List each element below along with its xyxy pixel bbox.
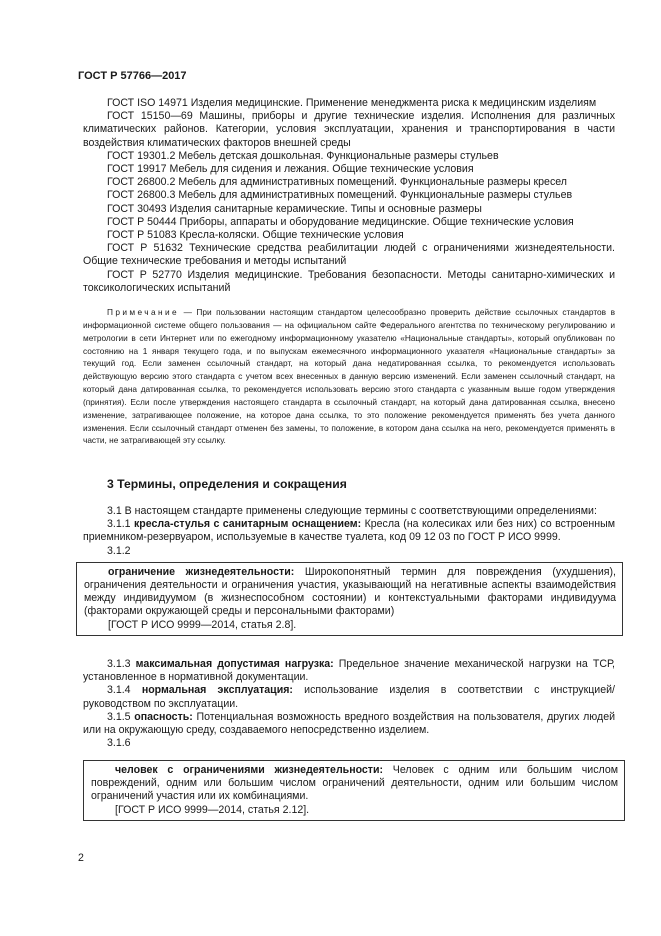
definition: Кресла (на колесиках или без них) со встроенным приемником-резервуаром, используемые в качестве туалета, код 09 12 03 по ГОСТ Р ИСО 9999.	[83, 518, 615, 544]
clause-3-1-4	[83, 684, 615, 710]
note-text: — При пользовании настоящим стандартом целесообразно проверить действие ссылочных стандартов в информационной системе общего пользования — на официальном сайте Федерального агентства по техническому регулированию и метрологии в сети Интернет или по ежегодному информационному указателю «Национальные стандарты», который опубликован по состоянию на 1 января текущего года, и по выпускам ежемесячного информационного указателя «Национальные стандарты» за текущий год. Если заменен ссылочный стандарт, на который дана недатированная ссылка, то рекомендуется использовать действующую версию этого стандарта с учетом всех внесенных в данную версию изменений. Если заменен ссылочный стандарт, на который дана датированная ссылка, то рекомендуется использовать версию этого стандарта с указанным выше годом утверждения (принятия). Если после утверждения настоящего стандарта в ссылочный стандарт, на который дана датированная ссылка, внесено изменение, затрагивающее положение, на которое дана ссылка, то это положение рекомендуется применять без учета данного изменения. Если ссылочный стандарт отменен без замены, то положение, в котором дана ссылка на него, рекомендуется применять в части, не затрагивающей эту ссылку.	[83, 307, 615, 446]
reference-item: ГОСТ Р 52770 Изделия медицинские. Требования безопасности. Методы санитарно-химических и токсикологических испытаний	[83, 268, 615, 294]
definition: использование изделия в соответствии с инструкцией/руководством по эксплуатации.	[83, 684, 615, 710]
note-paragraph	[83, 306, 615, 447]
term: опасность:	[134, 710, 193, 723]
document-header: ГОСТ Р 57766—2017	[78, 70, 187, 82]
terms-block-2	[83, 658, 615, 750]
term: ограничение жизнедеятельности:	[108, 565, 295, 578]
clause-number: 3.1.1	[107, 518, 131, 531]
reference-item: ГОСТ Р 50444 Приборы, аппараты и оборудование медицинские. Общие технические условия	[107, 215, 574, 228]
clause-3-1-5	[83, 711, 615, 737]
reference-item: ГОСТ 19301.2 Мебель детская дошкольная. Функциональные размеры стульев	[107, 149, 499, 162]
normative-references-list	[83, 97, 615, 295]
definition: Человек с одним или большим числом повреждений, одним или большим числом ограничений деятельности, одним или большим числом ограничений участия или их комбинациями.	[91, 764, 618, 803]
term-box-3-1-2	[76, 562, 623, 636]
clause-number: 3.1.5	[107, 710, 131, 723]
clause-number: 3.1.4	[107, 684, 131, 697]
term-definition	[84, 566, 616, 619]
term: кресла-стулья с санитарным оснащением:	[133, 518, 362, 531]
definition: Широкопонятный термин для повреждения (ухудшения), ограничения деятельности и ограничения участия, указывающий на негативные аспекты взаимодействия между индивидуумом (в жизнеспособном состоянии) и контекстуальными факторами индивидуума (факторами окружающей среды и персональными факторами)	[84, 565, 616, 618]
terms-block-1	[83, 505, 615, 636]
reference-item: ГОСТ 30493 Изделия санитарные керамические. Типы и основные размеры	[107, 202, 482, 215]
section-heading: 3 Термины, определения и сокращения	[107, 477, 347, 491]
reference-item: ГОСТ 19917 Мебель для сидения и лежания. Общие технические условия	[107, 163, 474, 176]
term-source: [ГОСТ Р ИСО 9999—2014, статья 2.12].	[115, 803, 310, 816]
reference-item: ГОСТ Р 51083 Кресла-коляски. Общие технические условия	[107, 229, 404, 242]
clause-number-3-1-6: 3.1.6	[107, 737, 131, 750]
reference-note	[83, 306, 615, 447]
term-definition	[91, 764, 618, 804]
clause-number: 3.1.3	[107, 658, 131, 670]
reference-item: ГОСТ 15150—69 Машины, приборы и другие технические изделия. Исполнения для различных климатических районов. Категории, условия эксплуатации, хранения и транспортирования в части воздействия климатических факторов внешней среды	[83, 110, 615, 149]
clause-3-1-3	[83, 658, 615, 684]
note-label: Примечание	[107, 307, 180, 317]
definition: Предельное значение механической нагрузки на ТСР, установленное в нормативной документации.	[83, 658, 615, 684]
term: нормальная эксплуатация:	[141, 684, 293, 697]
clause-number-3-1-2: 3.1.2	[107, 544, 131, 557]
definition: Потенциальная возможность вредного воздействия на пользователя, других людей или на окружающую среду, создаваемого непосредственно изделием.	[83, 710, 615, 737]
term-source: [ГОСТ Р ИСО 9999—2014, статья 2.8].	[108, 618, 297, 631]
clause-3-1-1	[83, 518, 615, 544]
reference-item: ГОСТ 26800.3 Мебель для административных помещений. Функциональные размеры стульев	[107, 189, 573, 202]
term: человек с ограничениями жизнедеятельности:	[115, 764, 384, 776]
reference-item: ГОСТ ISO 14971 Изделия медицинские. Применение менеджмента риска к медицинским изделиям	[107, 97, 597, 109]
reference-item: ГОСТ 26800.2 Мебель для административных помещений. Функциональные размеры кресел	[107, 176, 567, 189]
clause-3-1: 3.1 В настоящем стандарте применены следующие термины с соответствующими определениями:	[107, 505, 597, 517]
page-number: 2	[78, 852, 84, 864]
term: максимальная допустимая нагрузка:	[135, 658, 334, 670]
term-box-3-1-6	[83, 760, 625, 821]
reference-item: ГОСТ Р 51632 Технические средства реабилитации людей с ограничениями жизнедеятельности. Общие технические требования и методы испытаний	[83, 242, 615, 268]
